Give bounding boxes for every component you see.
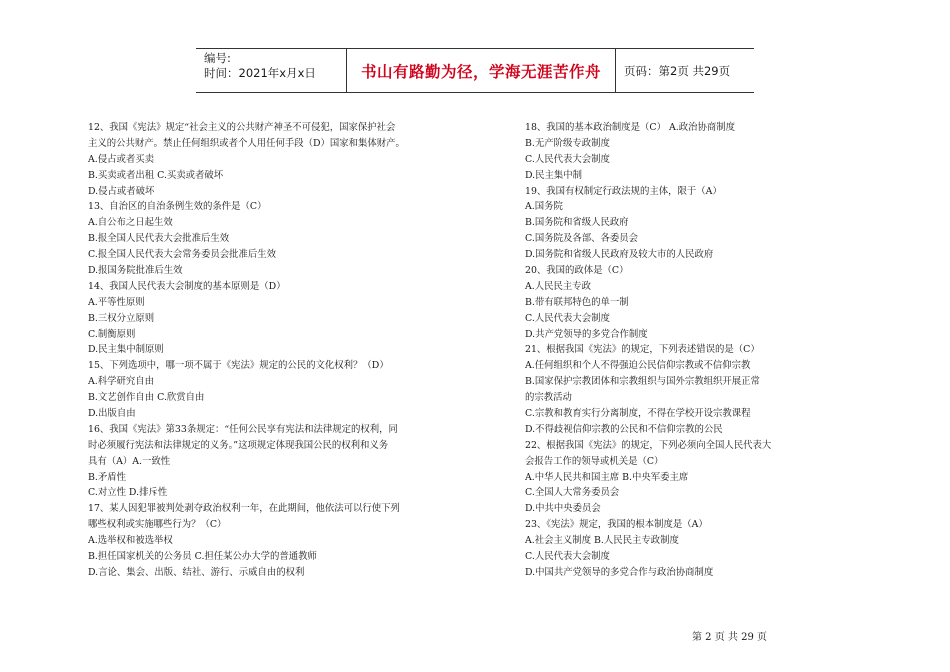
text-line: 16、我国《宪法》第33条规定：“任何公民享有宪法和法律规定的权利，同 xyxy=(88,423,398,435)
text-line: C.宗教和教育实行分离制度，不得在学校开设宗教课程 xyxy=(525,408,751,420)
text-line: A.国务院 xyxy=(525,201,563,213)
text-line: 12、我国《宪法》规定“社会主义的公共财产神圣不可侵犯，国家保护社会 xyxy=(88,122,396,133)
text-line: A.人民民主专政 xyxy=(525,280,592,292)
text-line: A.自公布之日起生效 xyxy=(88,217,173,229)
text-line: 会报告工作的领导或机关是（C） xyxy=(525,455,664,467)
text-line: 21、根据我国《宪法》的规定，下列表述错误的是（C） xyxy=(525,344,760,356)
text-line: A.中华人民共和国主席 B.中央军委主席 xyxy=(525,471,689,483)
document-number-label: 编号: xyxy=(204,51,231,65)
text-line: 的宗教活动 xyxy=(525,392,572,404)
text-line: B.国家保护宗教团体和宗教组织与国外宗教组织开展正常 xyxy=(525,376,760,388)
page-header xyxy=(196,48,754,93)
text-line: D.言论、集会、出版、结社、游行、示威自由的权利 xyxy=(88,566,305,578)
text-line: 20、我国的政体是（C） xyxy=(525,265,629,277)
left-column xyxy=(88,120,443,581)
text-line: D.中国共产党领导的多党合作与政治协商制度 xyxy=(525,566,714,578)
text-line: B.报全国人民代表大会批准后生效 xyxy=(88,233,230,245)
text-line: 23、《宪法》规定，我国的根本制度是（A） xyxy=(525,519,708,531)
text-line: D.国务院和省级人民政府及较大市的人民政府 xyxy=(525,249,714,261)
text-line: 17、某人因犯罪被判处剥夺政治权利一年，在此期间，他依法可以行使下列 xyxy=(88,503,400,515)
text-line: B.担任国家机关的公务员 C.担任某公办大学的普通教师 xyxy=(88,551,317,563)
text-line: C.国务院及各部、各委员会 xyxy=(525,233,638,245)
text-line: D.民主集中制原则 xyxy=(88,344,164,356)
text-line: C.人民代表大会制度 xyxy=(525,312,610,324)
header-page-label: 页码：第2页 共29页 xyxy=(624,63,731,78)
text-line: 15、下列选项中，哪一项不属于《宪法》规定的公民的文化权利？（D） xyxy=(88,360,389,372)
text-line: B.无产阶级专政制度 xyxy=(525,137,610,149)
text-line: 时必须履行宪法和法律规定的义务。”这项规定体现我国公民的权利和义务 xyxy=(88,439,389,451)
text-line: C.全国人大常务委员会 xyxy=(525,487,620,499)
document-time-label: 时间：2021年x月x日 xyxy=(204,66,316,80)
text-line: B.三权分立原则 xyxy=(88,312,155,324)
text-line: 哪些权利或实施哪些行为？（C） xyxy=(88,519,227,531)
text-line: B.买卖或者出租 C.买卖或者破坏 xyxy=(88,169,224,181)
text-line: 18、我国的基本政治制度是（C） A.政治协商制度 xyxy=(525,122,735,133)
text-line: B.国务院和省级人民政府 xyxy=(525,217,629,229)
text-line: 14、我国人民代表大会制度的基本原则是（D） xyxy=(88,280,286,292)
text-line: A.社会主义制度 B.人民民主专政制度 xyxy=(525,535,679,547)
header-motto: 书山有路勤为径，学海无涯苦作舟 xyxy=(347,49,616,92)
text-line: D.出版自由 xyxy=(88,408,136,420)
text-line: D.不得歧视信仰宗教的公民和不信仰宗教的公民 xyxy=(525,423,723,435)
header-meta xyxy=(196,49,347,92)
text-line: 具有（A）A.一致性 xyxy=(88,455,171,467)
text-line: C.制衡原则 xyxy=(88,328,136,340)
text-line: C.对立性 D.排斥性 xyxy=(88,487,168,499)
text-line: A.选举权和被选举权 xyxy=(88,535,173,547)
text-line: B.文艺创作自由 C.欣赏自由 xyxy=(88,392,205,404)
text-line: D.侵占或者破坏 xyxy=(88,185,155,197)
text-line: B.带有联邦特色的单一制 xyxy=(525,296,629,308)
text-line: D.报国务院批准后生效 xyxy=(88,265,183,277)
text-line: B.矛盾性 xyxy=(88,471,126,483)
text-line: A.平等性原则 xyxy=(88,296,145,308)
text-line: D.中共中央委员会 xyxy=(525,503,601,515)
text-line: C.人民代表大会制度 xyxy=(525,551,610,563)
text-line: 19、我国有权制定行政法规的主体，限于（A） xyxy=(525,185,722,197)
text-line: A.科学研究自由 xyxy=(88,376,155,388)
page-footer: 第 2 页 共 29 页 xyxy=(692,632,767,643)
text-line: A.侵占或者买卖 xyxy=(88,153,155,165)
text-line: A.任何组织和个人不得强迫公民信仰宗教或不信仰宗教 xyxy=(525,360,751,372)
right-column xyxy=(525,120,800,581)
text-line: 13、自治区的自治条例生效的条件是（C） xyxy=(88,201,267,213)
text-line: 主义的公共财产。禁止任何组织或者个人用任何手段（D）国家和集体财产。 xyxy=(88,137,405,149)
text-line: C.报全国人民代表大会常务委员会批准后生效 xyxy=(88,249,276,261)
text-line: C.人民代表大会制度 xyxy=(525,153,610,165)
text-line: D.民主集中制 xyxy=(525,169,583,181)
text-line: D.共产党领导的多党合作制度 xyxy=(525,328,648,340)
text-line: 22、根据我国《宪法》的规定，下列必须向全国人民代表大 xyxy=(525,439,772,451)
